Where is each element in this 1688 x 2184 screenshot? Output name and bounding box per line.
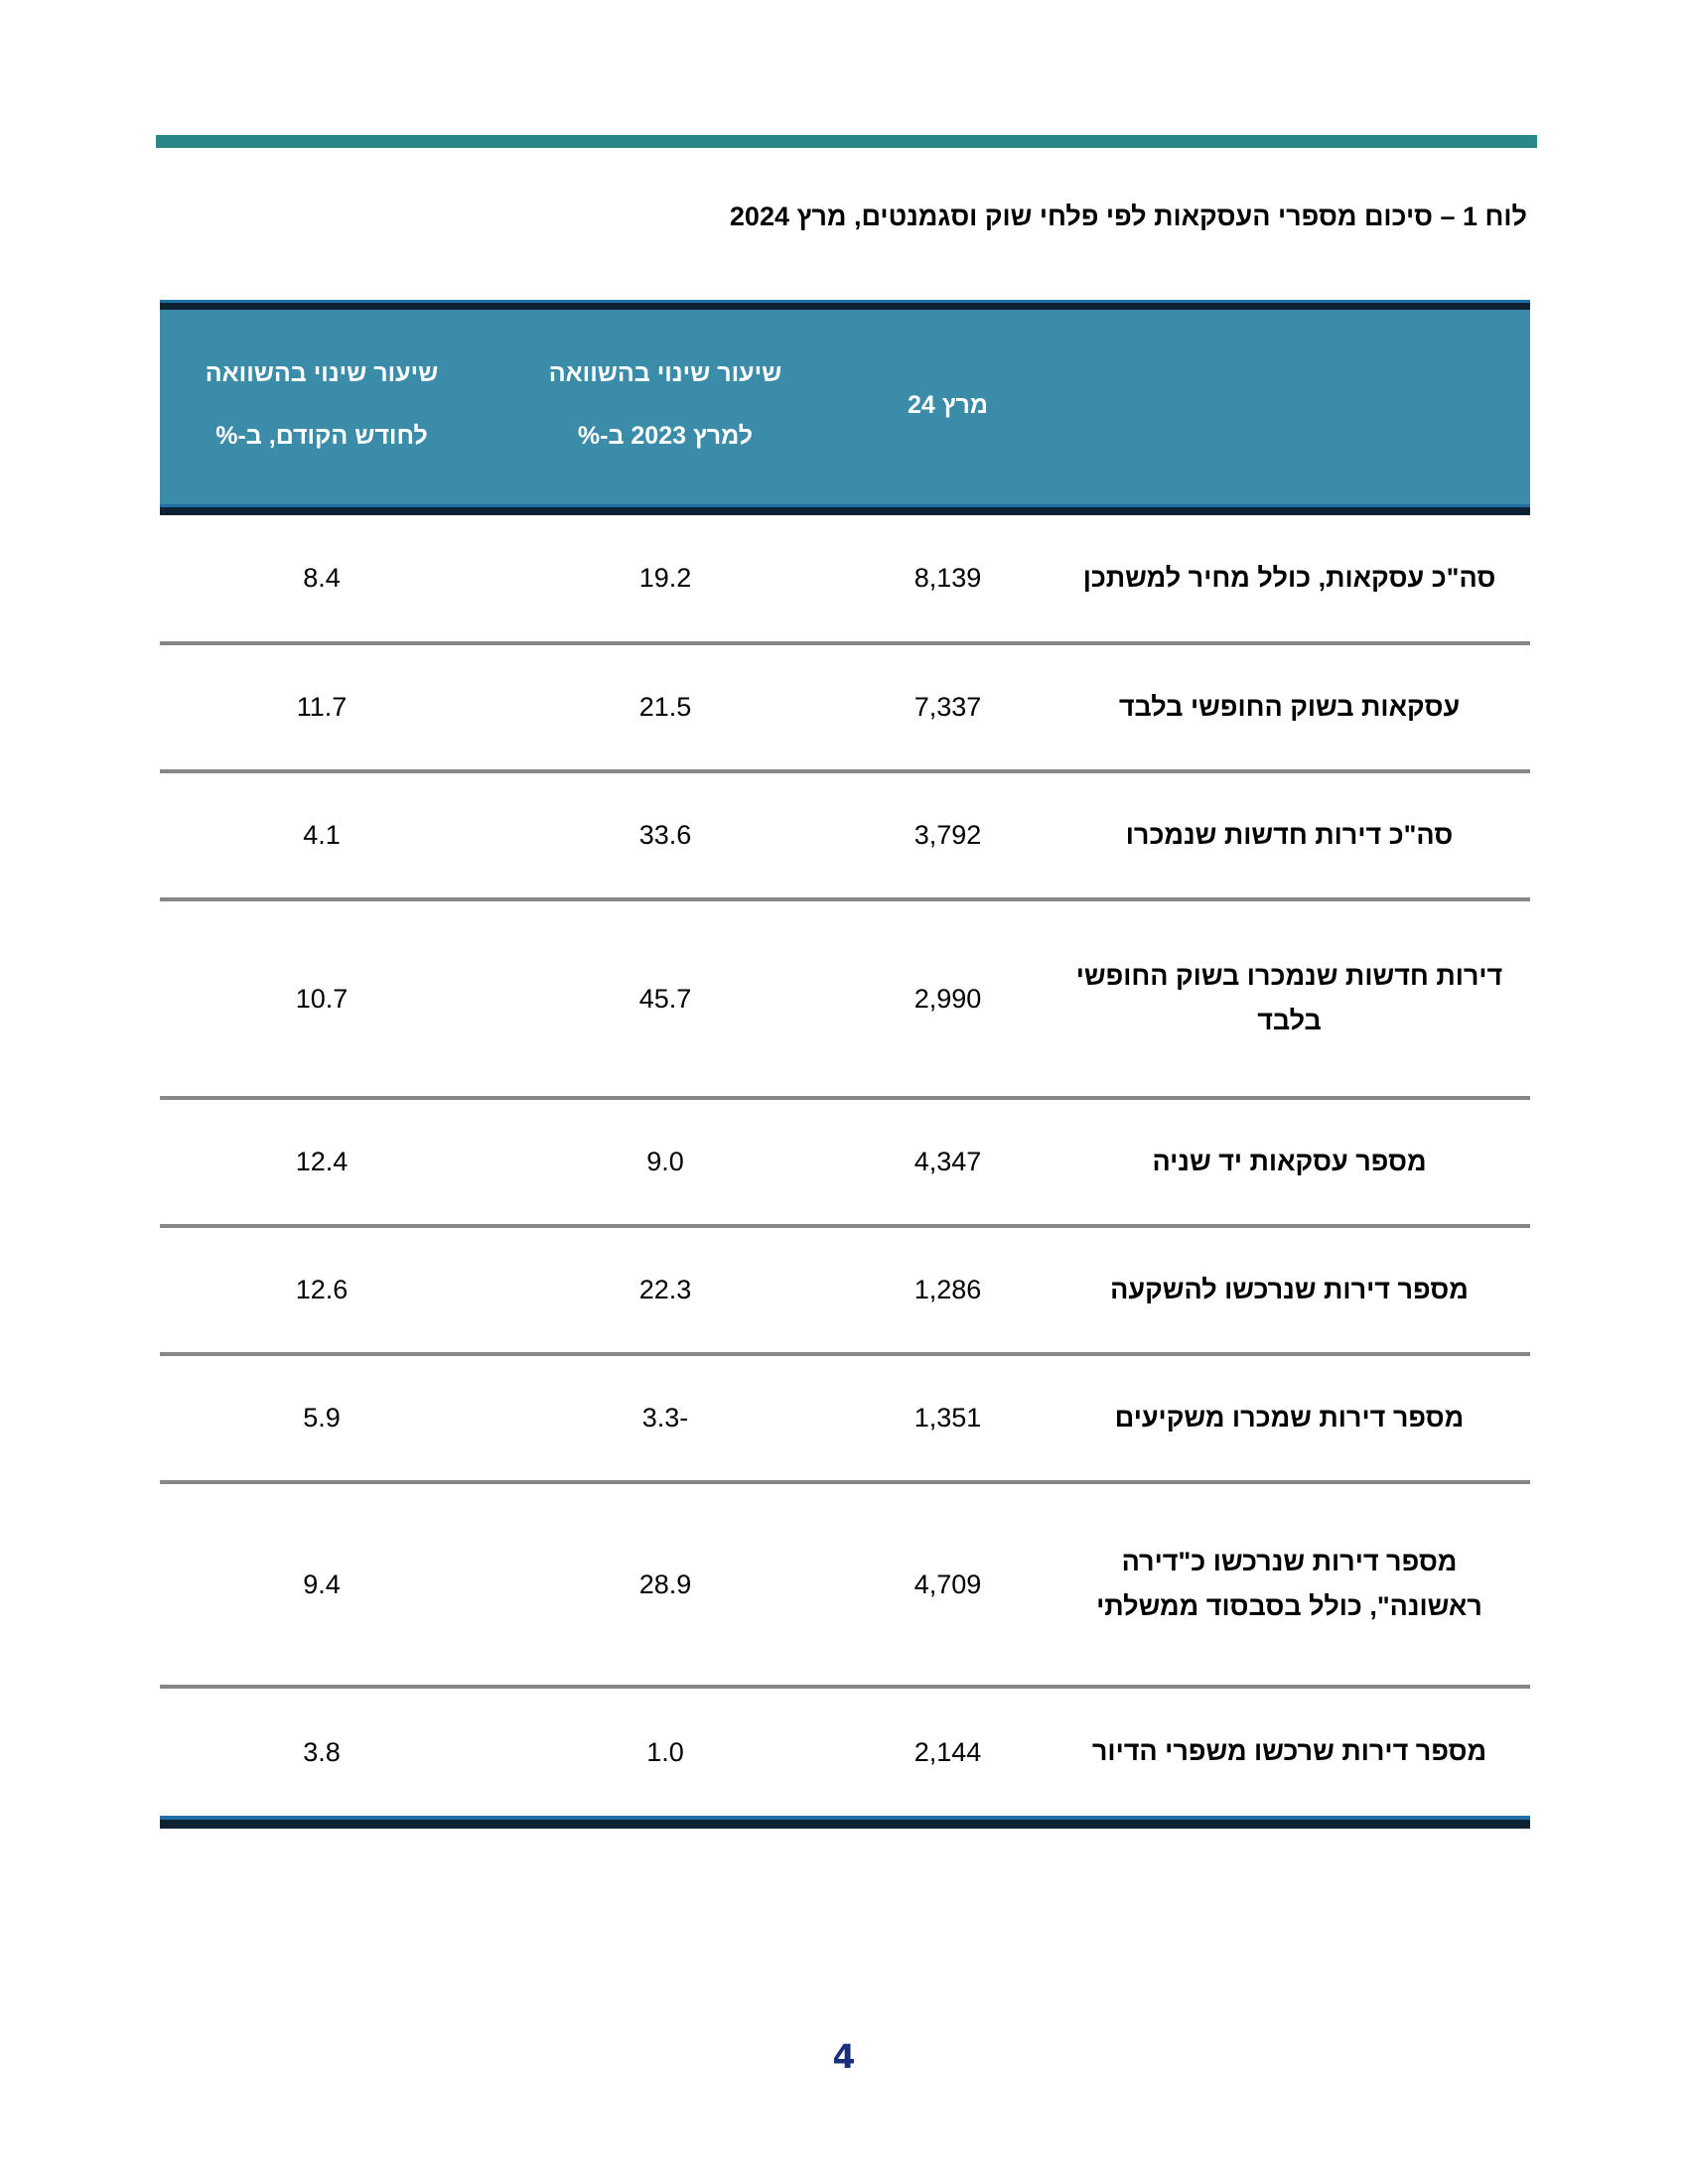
row-march-24-value: 2,990	[914, 983, 982, 1014]
row-yoy-change: 33.6	[638, 820, 692, 850]
row-yoy-change: 45.7	[638, 983, 692, 1014]
row-yoy-change: 9.0	[646, 1147, 684, 1176]
summary-table	[160, 300, 1530, 1829]
table-row	[160, 901, 1530, 1100]
row-mom-change: 8.4	[303, 563, 341, 593]
row-yoy-change: 22.3	[638, 1275, 692, 1304]
table-header	[160, 300, 1530, 515]
row-march-24-value: 1,351	[914, 1403, 982, 1433]
row-march-24-value: 7,337	[914, 692, 982, 722]
table-row	[160, 773, 1530, 901]
row-mom-change: 12.4	[295, 1147, 349, 1176]
row-mom-change: 4.1	[303, 820, 341, 850]
row-yoy-change: 1.0	[646, 1736, 684, 1767]
row-yoy-change: 19.2	[638, 563, 692, 593]
row-label: סה"כ דירות חדשות שנמכרו	[1125, 819, 1454, 850]
table-title: לוח 1 – סיכום מספרי העסקאות לפי פלחי שוק וסגמנטים, מרץ 2024	[729, 202, 1527, 231]
row-label: מספר דירות שרכשו משפרי הדיור	[1091, 1736, 1487, 1767]
row-mom-change: 9.4	[303, 1569, 341, 1599]
table-bottom-border	[160, 1816, 1530, 1829]
row-march-24-value: 1,286	[914, 1275, 982, 1304]
row-label: דירות חדשות שנמכרו בשוק החופשי בלבד	[1075, 960, 1503, 1035]
table-row	[160, 1356, 1530, 1484]
row-label: מספר דירות שנרכשו להשקעה	[1110, 1274, 1469, 1304]
row-mom-change: 11.7	[296, 692, 348, 722]
row-yoy-change: 21.5	[638, 692, 692, 722]
table-body	[160, 515, 1530, 1816]
row-yoy-change: 28.9	[638, 1569, 692, 1599]
header-march-24: מרץ 24	[907, 390, 989, 419]
row-march-24-value: 2,144	[914, 1736, 982, 1767]
table-row	[160, 1689, 1530, 1816]
header-yoy-change: שיעור שינוי בהשוואה למרץ 2023 ב-%	[548, 359, 782, 450]
row-march-24-value: 3,792	[914, 820, 982, 850]
table-row	[160, 645, 1530, 773]
row-label: מספר דירות שנרכשו כ"דירה ראשונה", כולל בסבסוד ממשלתי	[1096, 1546, 1482, 1621]
row-mom-change: 3.8	[303, 1736, 341, 1767]
top-accent-bar	[156, 135, 1537, 148]
table-row	[160, 1228, 1530, 1356]
header-mom-change: שיעור שינוי בהשוואה לחודש הקודם, ב-%	[205, 359, 439, 450]
header-label	[1049, 303, 1530, 507]
row-mom-change: 5.9	[303, 1403, 341, 1433]
row-label: עסקאות בשוק החופשי בלבד	[1118, 691, 1461, 722]
row-label: מספר עסקאות יד שניה	[1152, 1146, 1427, 1176]
table-row	[160, 1484, 1530, 1689]
row-mom-change: 10.7	[295, 983, 349, 1014]
row-label: מספר דירות שמכרו משקיעים	[1114, 1402, 1465, 1433]
page-number: 4	[832, 2037, 856, 2076]
row-march-24-value: 4,709	[914, 1569, 982, 1599]
row-march-24-value: 8,139	[914, 563, 982, 593]
row-mom-change: 12.6	[295, 1275, 349, 1304]
table-row	[160, 1100, 1530, 1228]
row-yoy-change: -3.3	[641, 1403, 689, 1433]
table-row	[160, 515, 1530, 645]
row-label: סה"כ עסקאות, כולל מחיר למשתכן	[1082, 562, 1496, 593]
row-march-24-value: 4,347	[914, 1147, 982, 1176]
